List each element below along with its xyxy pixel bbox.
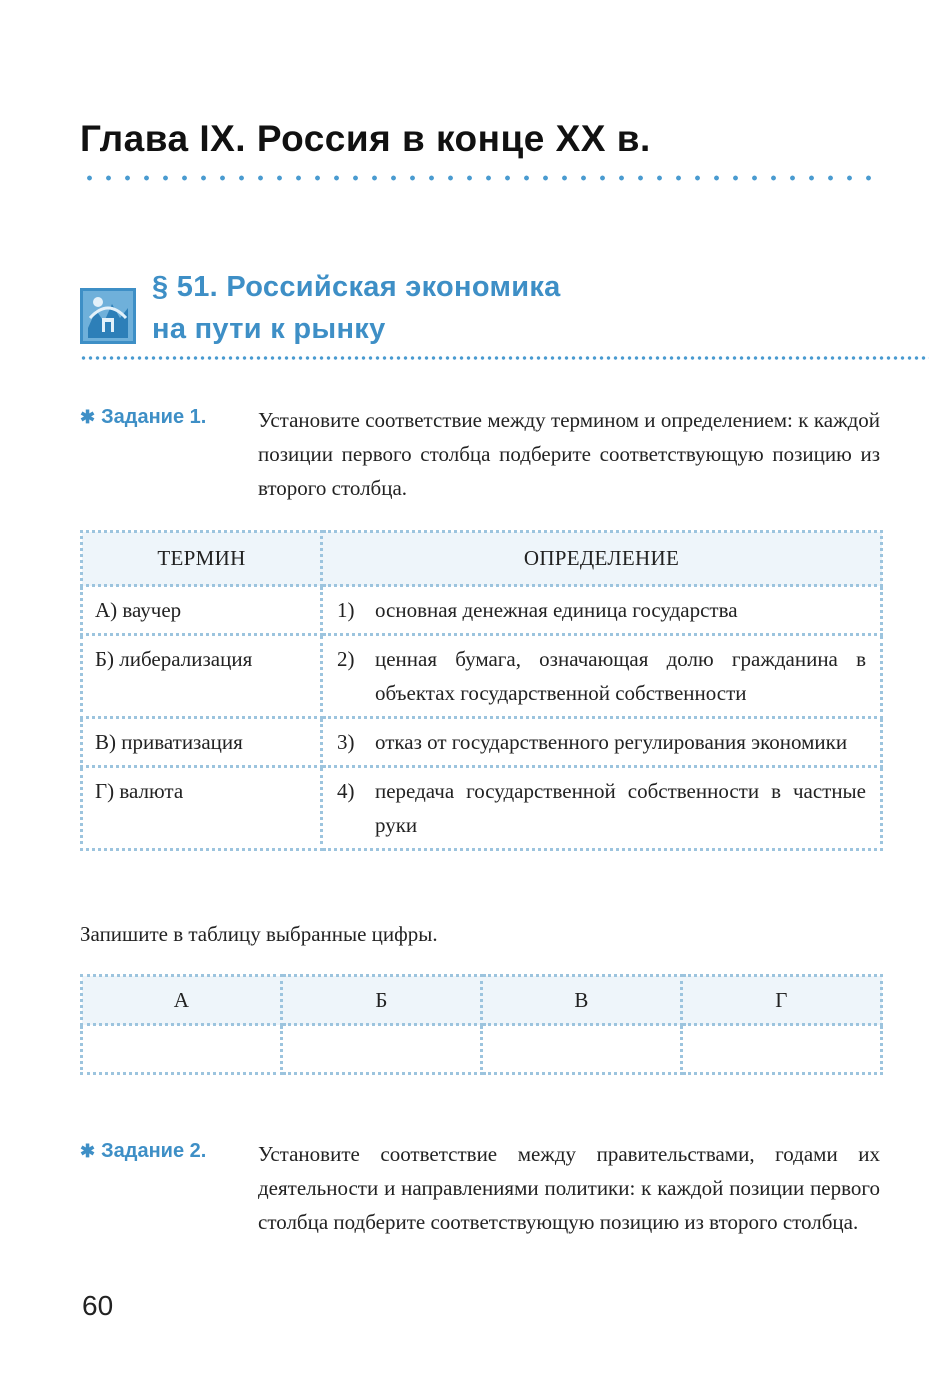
definition-cell xyxy=(322,767,882,850)
task-1-text: Установите соответствие между термином и определением: к каждой позиции первого столбца подберите соответствующую позицию из второго столбца. xyxy=(258,408,880,500)
star-icon: ✱ xyxy=(80,407,96,427)
answer-cell-b[interactable] xyxy=(282,1025,482,1074)
section-title-line1: § 51. Российская экономика xyxy=(152,271,561,303)
term-cell: А) ваучер xyxy=(82,586,322,635)
definition-number: 2) xyxy=(337,647,355,671)
page-number: 60 xyxy=(82,1290,114,1321)
section-title xyxy=(152,266,561,350)
definition-text: основная денежная единица государства xyxy=(375,598,738,622)
task-1 xyxy=(80,406,880,506)
answer-instruction: Запишите в таблицу выбранные цифры. xyxy=(80,922,438,946)
section-divider xyxy=(80,356,929,360)
matching-table xyxy=(80,530,883,851)
term-cell: Г) валюта xyxy=(82,767,322,850)
term-cell: В) приватизация xyxy=(82,718,322,767)
answer-header-b: Б xyxy=(282,976,482,1025)
header-definition: ОПРЕДЕЛЕНИЕ xyxy=(322,532,882,586)
section-emblem-icon xyxy=(80,288,136,344)
term-cell: Б) либерализация xyxy=(82,635,322,718)
definition-cell xyxy=(322,586,882,635)
section-title-line2: на пути к рынку xyxy=(152,313,386,345)
task-2-text: Установите соответствие между правительствами, годами их деятельности и направлениями политики: к каждой позиции первого столбца подберите соответствующую позицию из второго столбца. xyxy=(258,1142,880,1234)
definition-text: передача государственной собственности в частные руки xyxy=(375,779,866,837)
answer-cell-g[interactable] xyxy=(682,1025,882,1074)
answer-cell-v[interactable] xyxy=(482,1025,682,1074)
task-1-label-text: Задание 1. xyxy=(101,406,207,428)
definition-number: 4) xyxy=(337,779,355,803)
answer-header-v: В xyxy=(482,976,682,1025)
header-term: ТЕРМИН xyxy=(82,532,322,586)
star-icon: ✱ xyxy=(80,1141,96,1161)
table-row xyxy=(82,767,882,850)
definition-text: отказ от государственного регулирования экономики xyxy=(375,730,848,754)
task-2 xyxy=(80,1140,880,1270)
table-row xyxy=(82,718,882,767)
table-row xyxy=(82,635,882,718)
task-2-label-text: Задание 2. xyxy=(101,1140,207,1162)
table-row xyxy=(82,586,882,635)
task-1-label xyxy=(80,406,206,429)
definition-text: ценная бумага, означающая долю гражданина в объектах государственной собственности xyxy=(375,647,866,705)
task-2-label xyxy=(80,1140,206,1163)
definition-number: 1) xyxy=(337,598,355,622)
answer-header-a: А xyxy=(82,976,282,1025)
chapter-divider xyxy=(80,175,880,181)
definition-cell xyxy=(322,635,882,718)
answer-header-g: Г xyxy=(682,976,882,1025)
chapter-title: Глава IX. Россия в конце XX в. xyxy=(80,118,651,159)
definition-number: 3) xyxy=(337,730,355,754)
answer-cell-a[interactable] xyxy=(82,1025,282,1074)
answer-table xyxy=(80,974,883,1075)
definition-cell xyxy=(322,718,882,767)
